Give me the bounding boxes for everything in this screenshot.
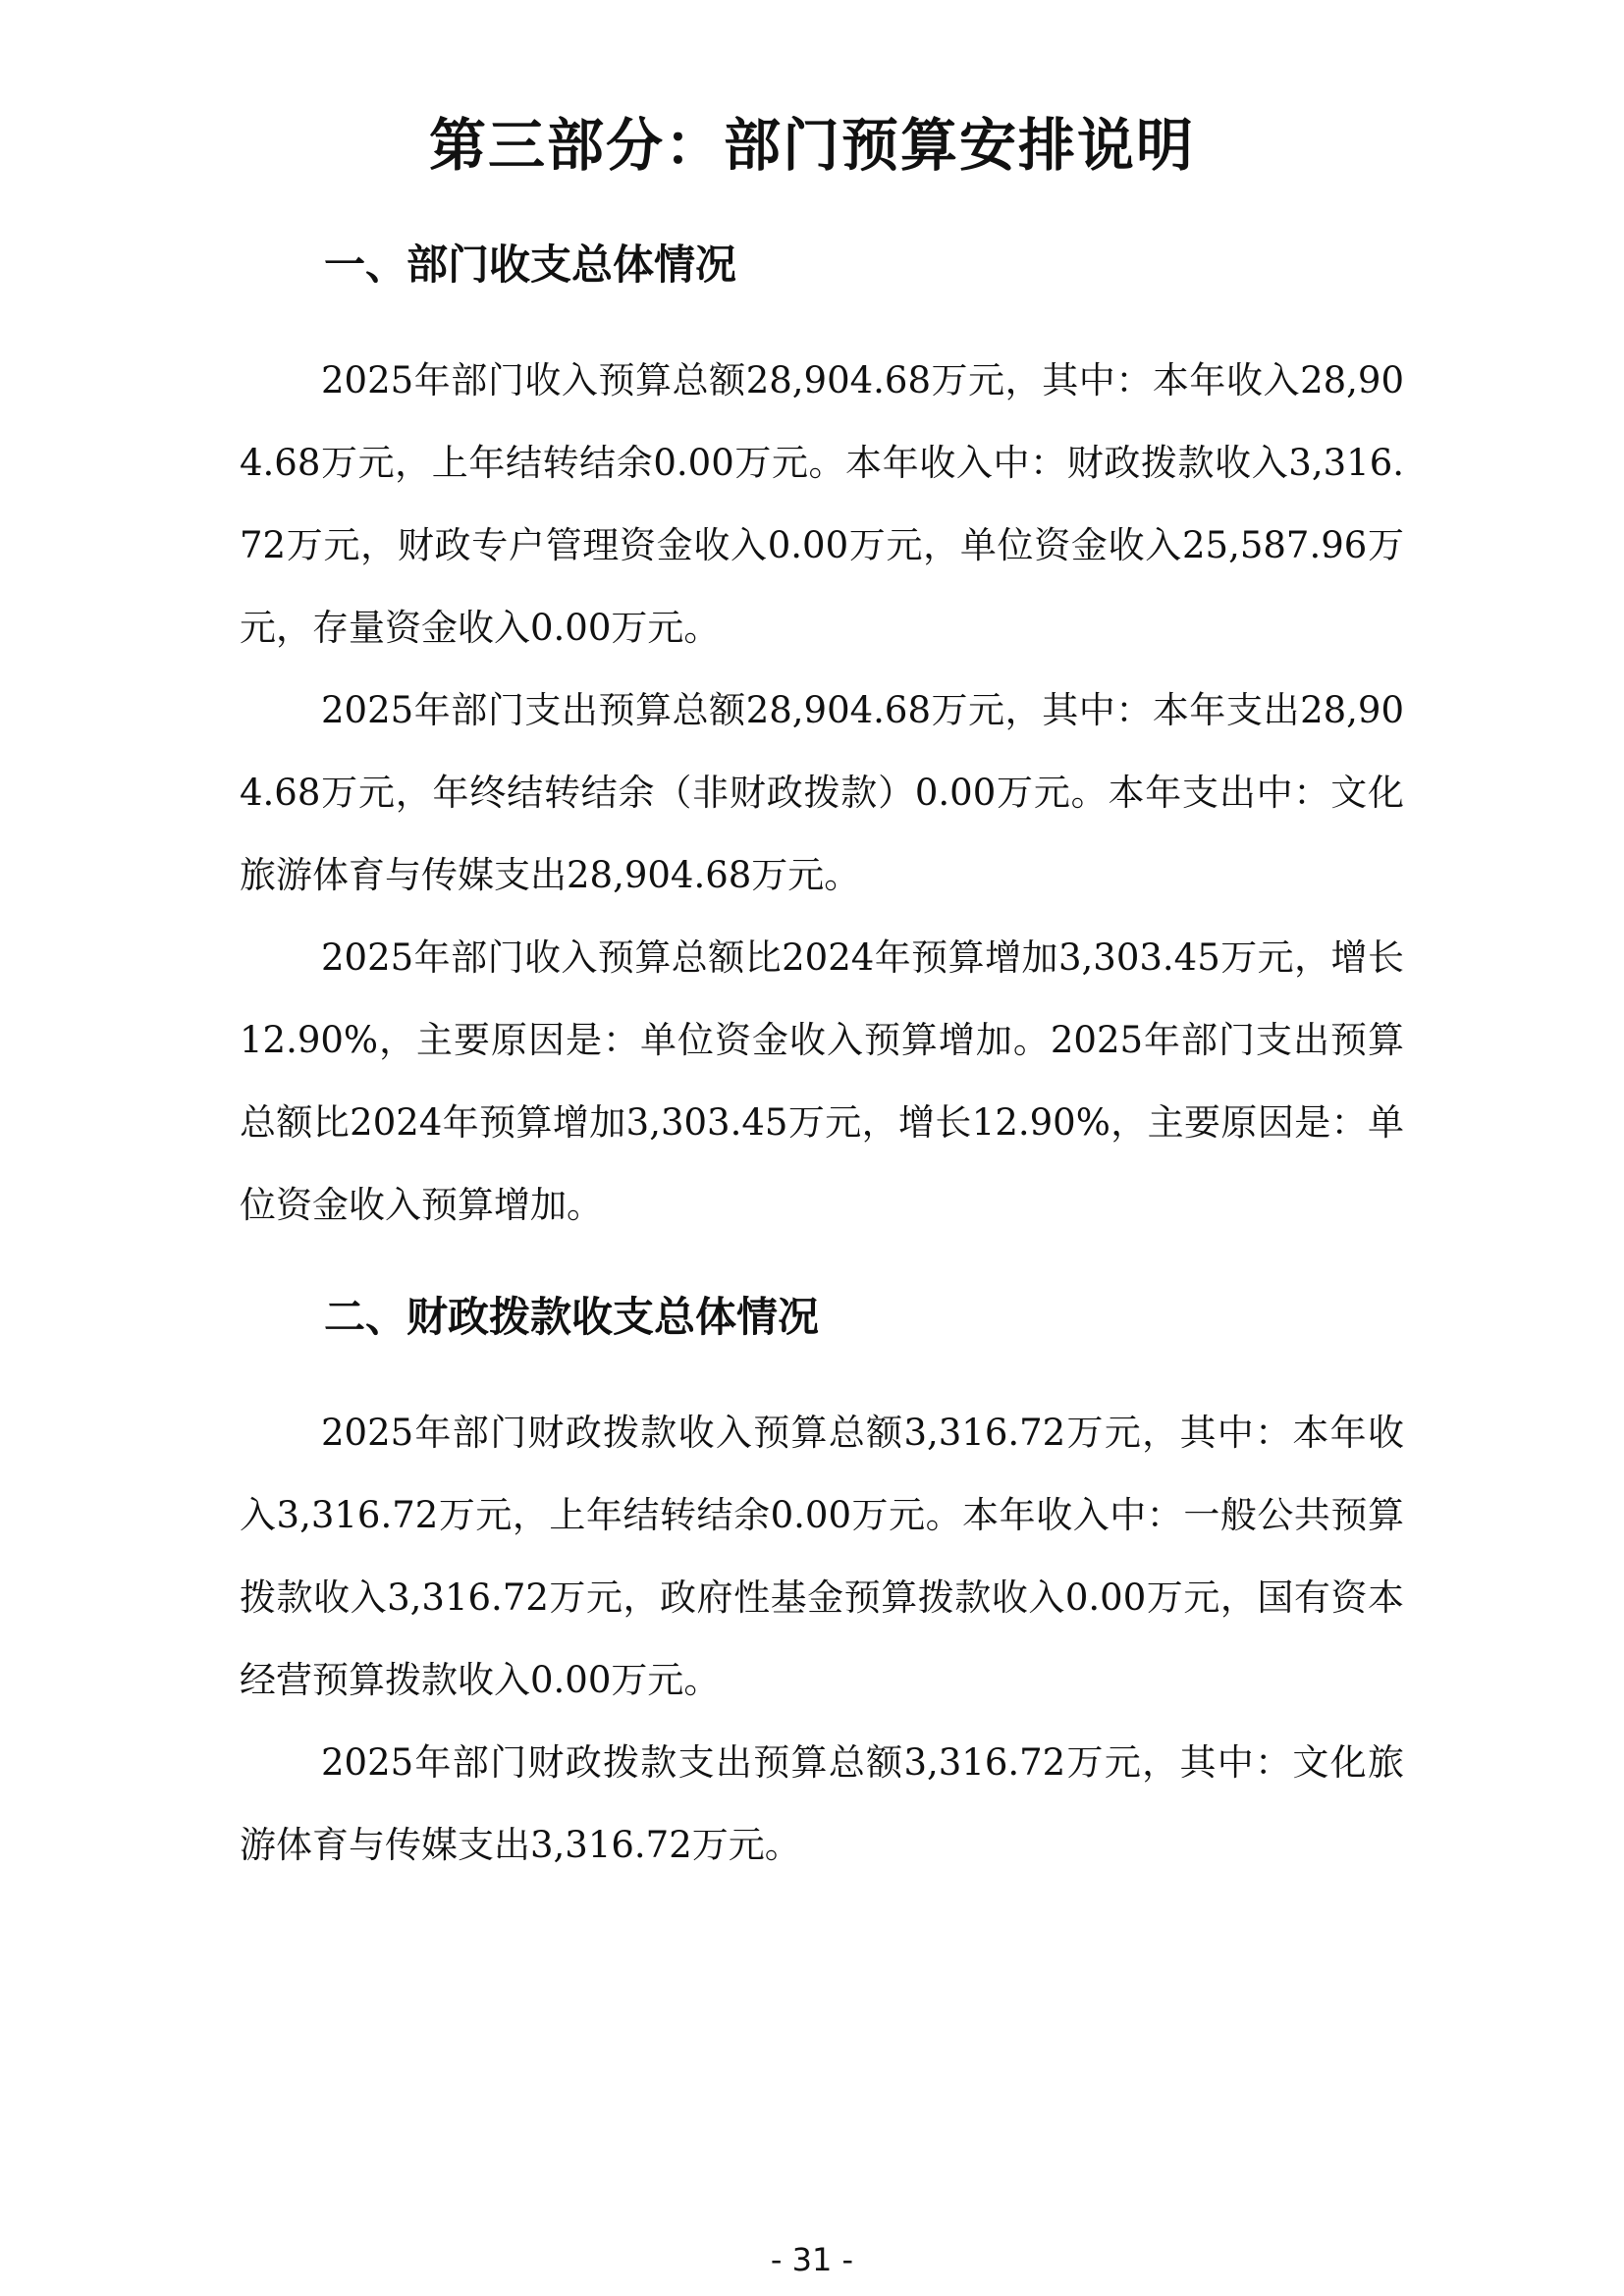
section-heading-2: 二、财政拨款收支总体情况 — [324, 1293, 820, 1341]
paragraph-expenditure-summary: 2025年部门支出预算总额28,904.68万元，其中：本年支出28,904.68万元，年终结转结余（非财政拨款）0.00万元。本年支出中：文化旅游体育与传媒支出28,904.68万元。 — [240, 689, 1404, 896]
document-title: 第三部分：部门预算安排说明 — [428, 112, 1195, 179]
paragraph-year-comparison: 2025年部门收入预算总额比2024年预算增加3,303.45万元，增长12.90%，主要原因是：单位资金收入预算增加。2025年部门支出预算总额比2024年预算增加3,303.45万元，增长12.90%，主要原因是：单位资金收入预算增加。 — [240, 936, 1404, 1226]
section-heading-1: 一、部门收支总体情况 — [324, 240, 737, 289]
paragraph-income-summary: 2025年部门收入预算总额28,904.68万元，其中：本年收入28,904.68万元，上年结转结余0.00万元。本年收入中：财政拨款收入3,316.72万元，财政专户管理资金收入0.00万元，单位资金收入25,587.96万元，存量资金收入0.00万元。 — [240, 359, 1404, 649]
page-number: - 31 - — [770, 2241, 854, 2278]
paragraph-fiscal-income: 2025年部门财政拨款收入预算总额3,316.72万元，其中：本年收入3,316.72万元，上年结转结余0.00万元。本年收入中：一般公共预算拨款收入3,316.72万元，政府性基金预算拨款收入0.00万元，国有资本经营预算拨款收入0.00万元。 — [240, 1412, 1404, 1701]
paragraph-fiscal-expenditure: 2025年部门财政拨款支出预算总额3,316.72万元，其中：文化旅游体育与传媒支出3,316.72万元。 — [240, 1741, 1404, 1866]
